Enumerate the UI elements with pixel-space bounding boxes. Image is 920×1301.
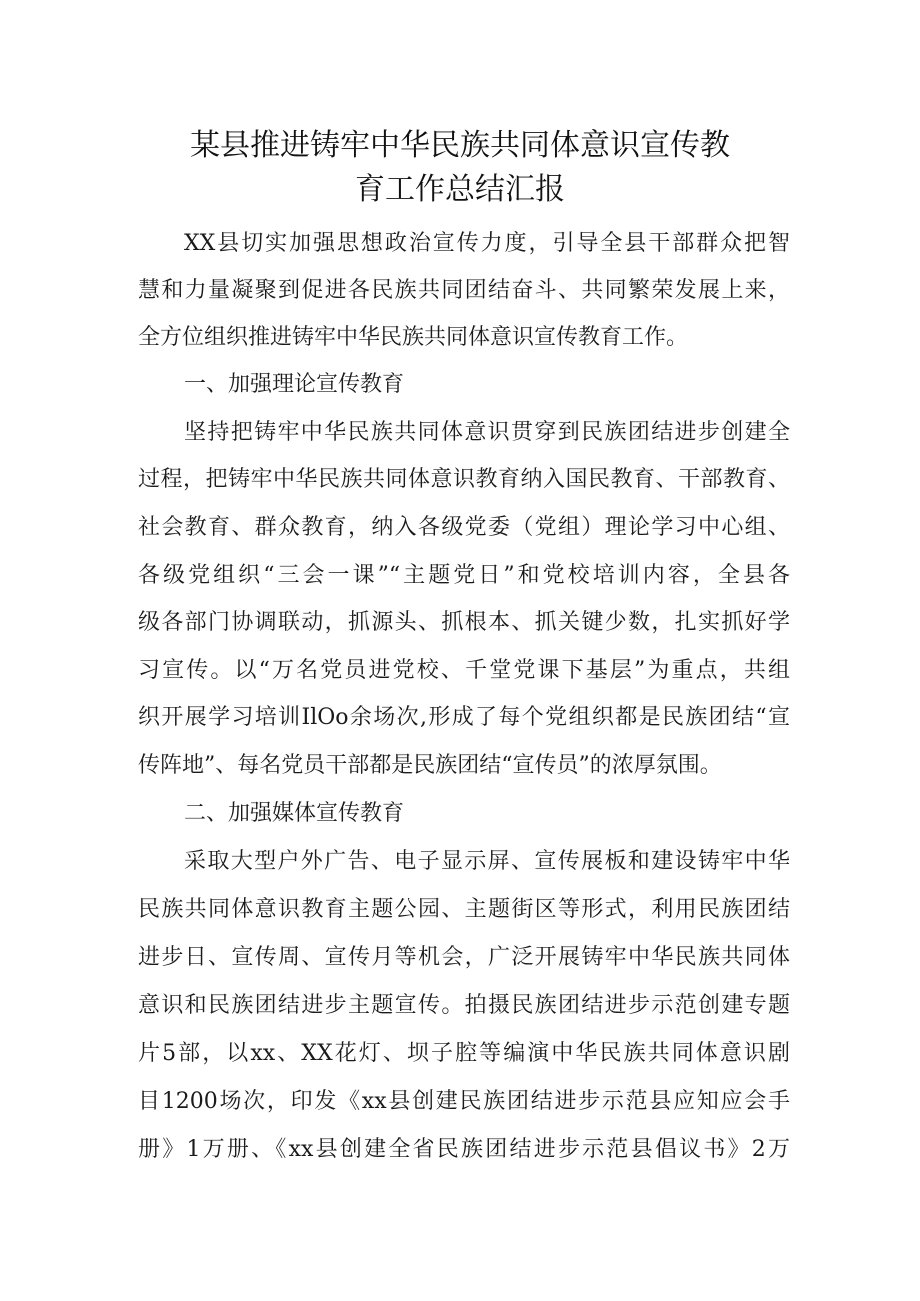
section-2-line-6: 目1200场次，印发《xx县创建民族团结进步示范县应知应会手 [138, 1089, 790, 1114]
section-1-line-4: 各级党组织“三会一课”“主题党日”和党校培训内容，全县各 [138, 563, 790, 588]
intro-line-3: 全方位组织推进铸牢中华民族共同体意识宣传教育工作。 [138, 325, 689, 350]
intro-line-1: XX县切实加强思想政治宣传力度，引导全县干部群众把智 [184, 231, 790, 256]
section-1-line-6: 习宣传。以“万名党员进党校、千堂党课下基层”为重点，共组 [138, 658, 790, 683]
document-title-line-2: 育工作总结汇报 [355, 172, 565, 207]
section-1-line-7: 织开展学习培训IlOo余场次,形成了每个党组织都是民族团结“宣 [138, 705, 790, 730]
section-2-line-1: 采取大型户外广告、电子显示屏、宣传展板和建设铸牢中华 [184, 849, 790, 874]
section-2-line-3: 进步日、宣传周、宣传月等机会，广泛开展铸牢中华民族共同体 [138, 945, 790, 970]
section-1-line-2: 过程，把铸牢中华民族共同体意识教育纳入国民教育、干部教育、 [138, 467, 790, 492]
section-1-line-3: 社会教育、群众教育，纳入各级党委（党组）理论学习中心组、 [138, 515, 790, 540]
section-1-line-1: 坚持把铸牢中华民族共同体意识贯穿到民族团结进步创建全 [184, 420, 790, 445]
intro-line-2: 慧和力量凝聚到促进各民族共同团结奋斗、共同繁荣发展上来， [138, 278, 790, 303]
section-2-line-4: 意识和民族团结进步主题宣传。拍摄民族团结进步示范创建专题 [138, 993, 790, 1018]
section-1-line-5: 级各部门协调联动，抓源头、抓根本、抓关键少数，扎实抓好学 [138, 610, 790, 635]
section-2-line-2: 民族共同体意识教育主题公园、主题街区等形式，利用民族团结 [138, 897, 790, 922]
section-2-heading: 二、加强媒体宣传教育 [184, 801, 405, 826]
section-1-line-8: 传阵地”、每名党员干部都是民族团结“宣传员”的浓厚氛围。 [138, 753, 722, 778]
document-title-line-1: 某县推进铸牢中华民族共同体意识宣传教 [190, 128, 730, 163]
section-2-line-5: 片5部，以xx、XX花灯、坝子腔等编演中华民族共同体意识剧 [138, 1041, 790, 1066]
section-1-heading: 一、加强理论宣传教育 [184, 372, 405, 397]
section-2-line-7: 册》1万册、《xx县创建全省民族团结进步示范县倡议书》2万 [138, 1137, 790, 1162]
